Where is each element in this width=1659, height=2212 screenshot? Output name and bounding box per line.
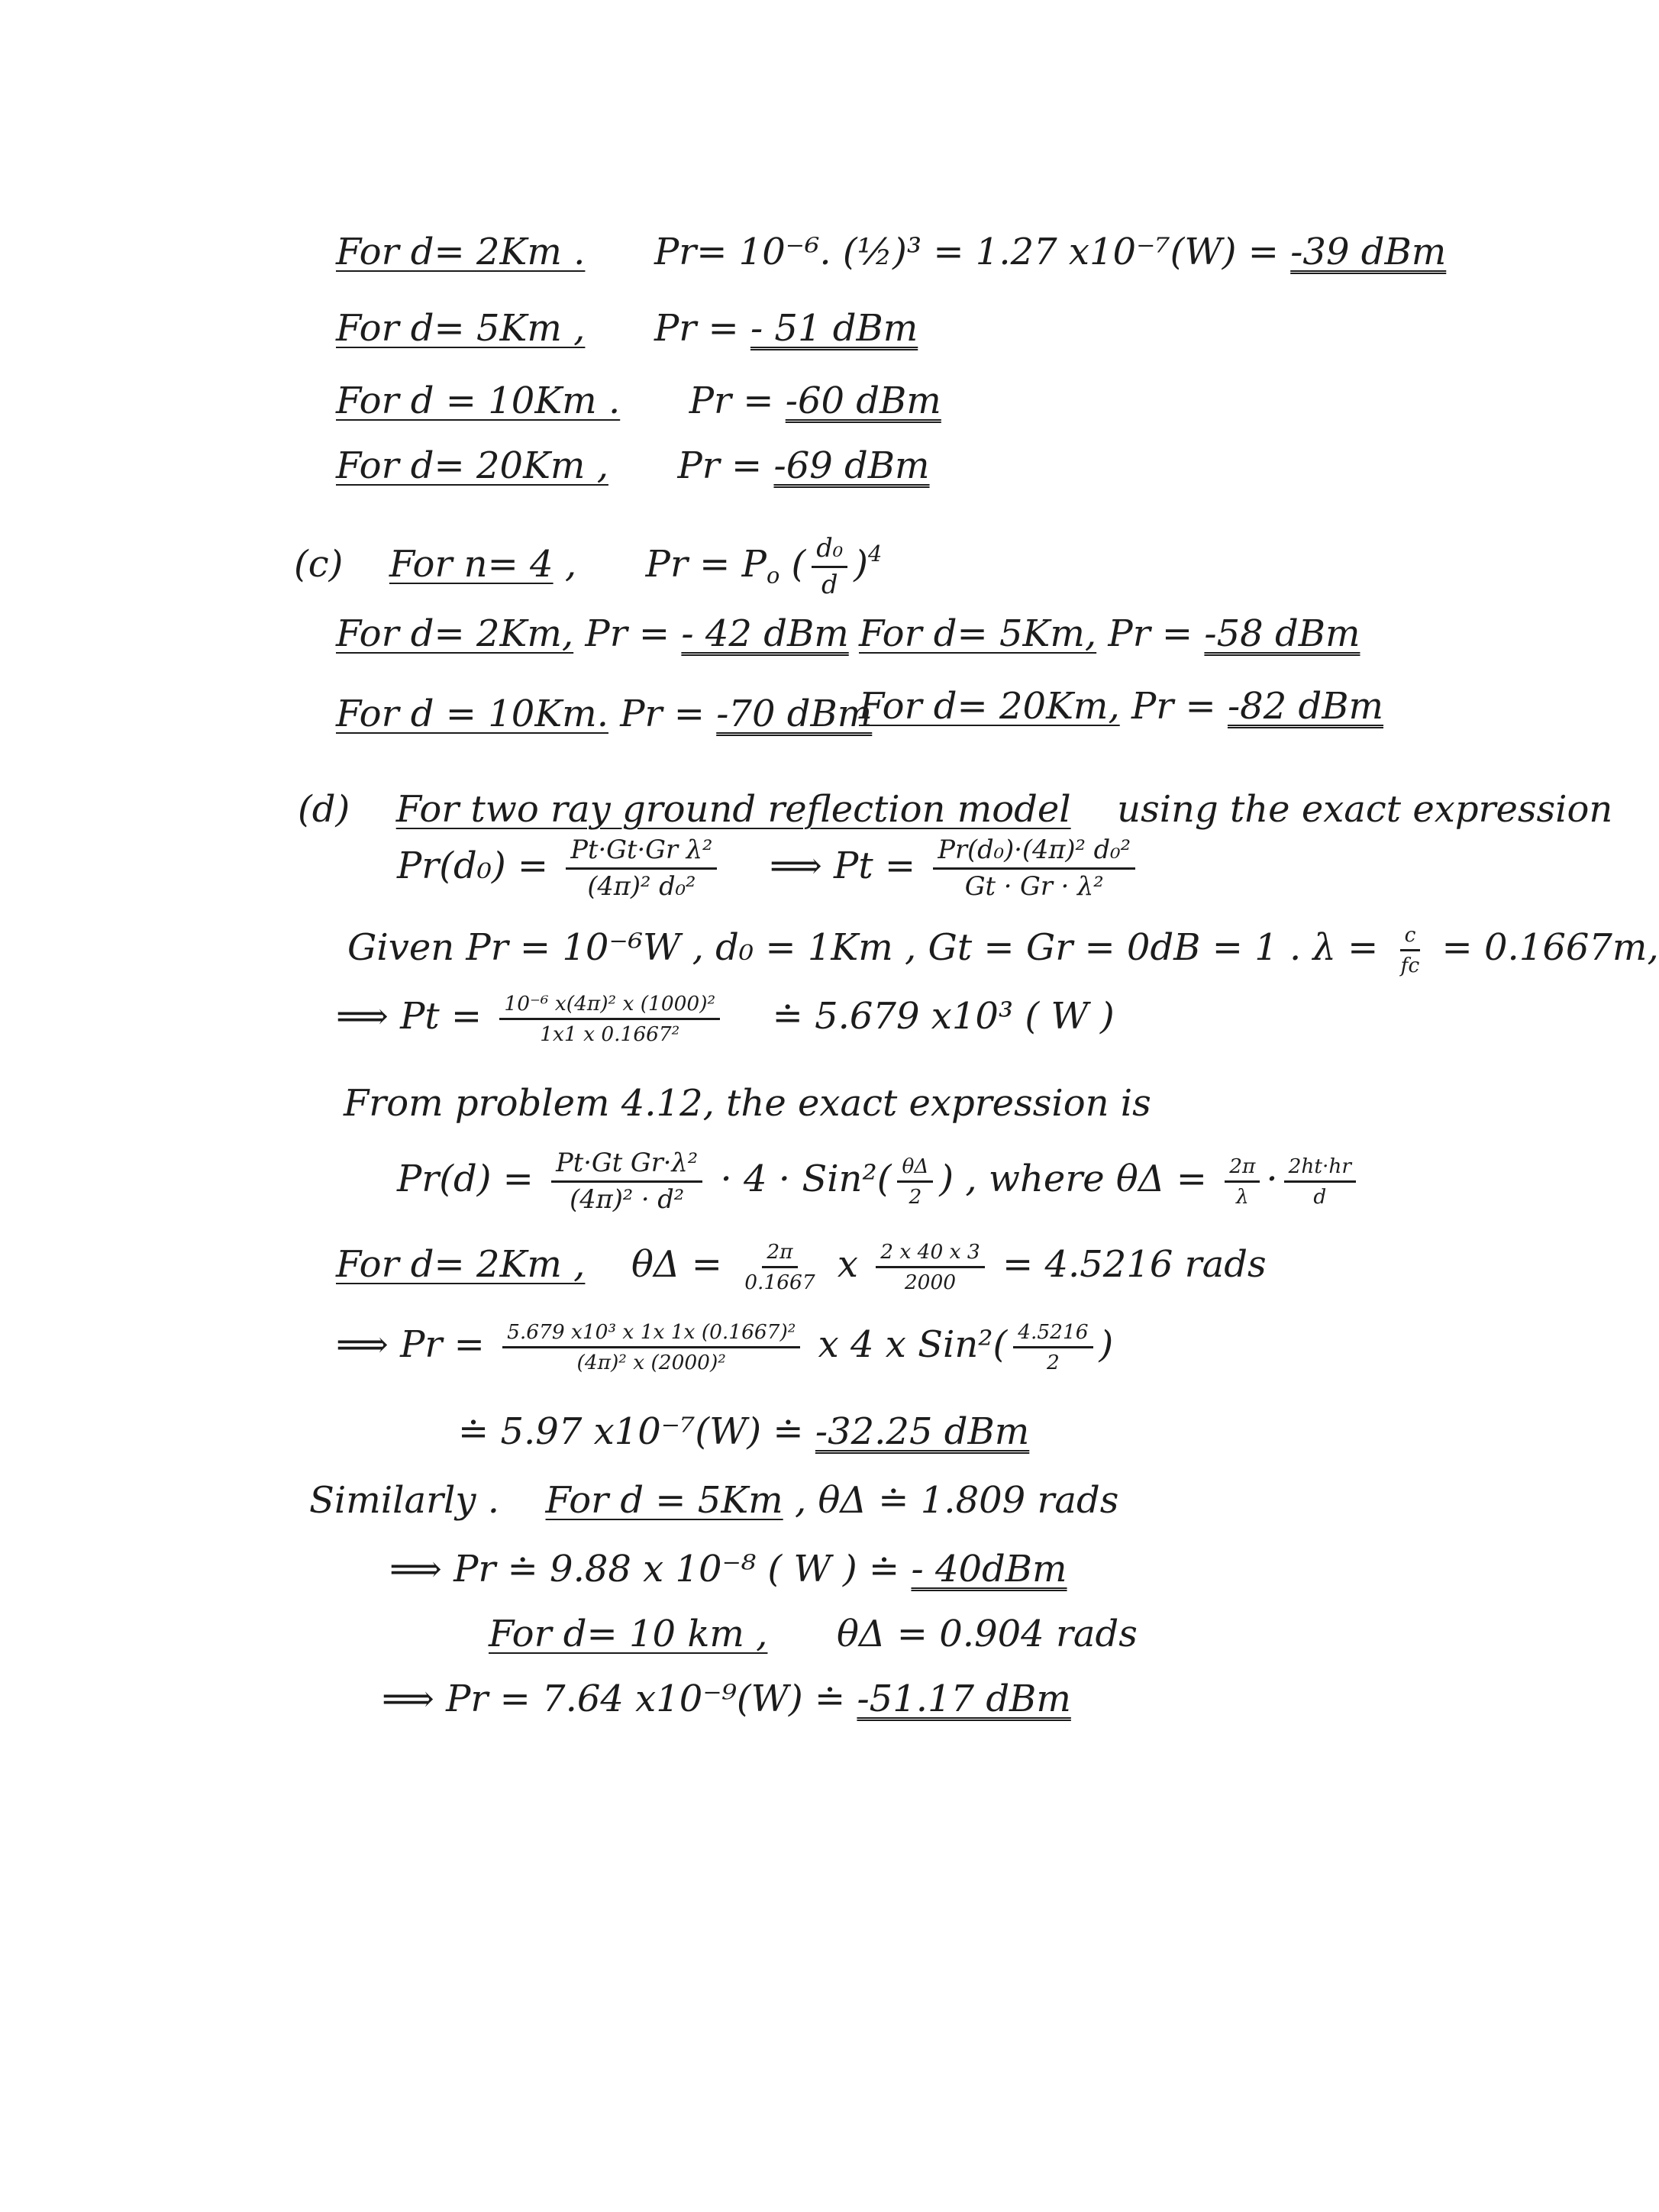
b-row-20km-label: For d= 20Km , bbox=[336, 444, 608, 487]
d-pr-lhs: ⟹ Pr = bbox=[336, 1323, 485, 1367]
d-approx-pre: ≐ 5.97 x10⁻⁷(W) ≐ bbox=[458, 1410, 804, 1453]
d-2km-theta: θΔ = bbox=[631, 1243, 722, 1287]
b-row-5km-label: For d= 5Km , bbox=[336, 307, 586, 350]
d-intro bbox=[298, 786, 1612, 832]
d-eq1-arrow: ⟹ Pt = bbox=[769, 844, 916, 887]
d-where-f1-num: 2π bbox=[1225, 1155, 1260, 1183]
d-intro-underlined: For two ray ground reflection model bbox=[395, 788, 1071, 831]
c-formula-frac bbox=[812, 534, 847, 599]
d-exact-den: (4π)² · d² bbox=[570, 1184, 685, 1214]
d-where-f2-den: d bbox=[1313, 1184, 1327, 1209]
d-where: , where θΔ = bbox=[965, 1157, 1207, 1200]
d-intro-rest: using the exact expression bbox=[1117, 788, 1613, 831]
c-row1-right-label: For d= 5Km, bbox=[859, 612, 1097, 655]
c-row2-right-label: For d= 20Km, bbox=[859, 685, 1120, 728]
c-row2-right-expr: Pr = bbox=[1131, 685, 1216, 728]
d-2km-label: For d= 2Km , bbox=[336, 1243, 586, 1287]
d-given-frac-num: c bbox=[1400, 924, 1421, 951]
d-2km-f1-den: 0.1667 bbox=[744, 1271, 815, 1295]
c-row2-right bbox=[859, 683, 1383, 729]
d-sim-label: For d = 5Km bbox=[545, 1479, 783, 1522]
c-row1-right bbox=[859, 611, 1360, 657]
d-given-text: Given Pr = 10⁻⁶W , d₀ = 1Km , Gt = Gr = 0dB = 1 . λ = bbox=[347, 926, 1379, 970]
d-where-f2-num: 2ht·hr bbox=[1284, 1155, 1356, 1183]
d-eq1-den: (4π)² d₀² bbox=[587, 870, 696, 901]
d-similarly-text: Similarly . bbox=[309, 1479, 499, 1522]
c-row2-left-label: For d = 10Km. bbox=[336, 693, 608, 735]
b-row-5km bbox=[336, 305, 918, 351]
c-row1-left-expr: Pr = bbox=[585, 612, 670, 655]
c-row2-right-result: -82 dBm bbox=[1227, 685, 1384, 728]
c-formula-num: d₀ bbox=[812, 534, 847, 568]
d-10km-pr bbox=[382, 1676, 1071, 1722]
d-pt bbox=[336, 993, 1115, 1045]
d-eq1-frac2 bbox=[933, 836, 1135, 901]
b-row-5km-result: - 51 dBm bbox=[750, 307, 918, 350]
d-10km-label: For d= 10 km , bbox=[489, 1613, 768, 1655]
d-10km-result: -51.17 dBm bbox=[857, 1678, 1071, 1720]
d-sim-result: - 40dBm bbox=[911, 1548, 1067, 1590]
b-row-10km-result: -60 dBm bbox=[785, 379, 941, 422]
d-2km-frac2 bbox=[876, 1241, 984, 1293]
d-approx-result: -32.25 dBm bbox=[815, 1410, 1030, 1453]
d-pt-den: 1x1 x 0.1667² bbox=[540, 1022, 680, 1047]
b-row-20km-expr: Pr = bbox=[677, 444, 763, 487]
d-tag: (d) bbox=[298, 788, 350, 831]
d-2km-result: = 4.5216 rads bbox=[1002, 1243, 1267, 1287]
d-eq1-num2: Pr(d₀)·(4π)² d₀² bbox=[933, 836, 1135, 870]
d-similarly bbox=[309, 1477, 1118, 1523]
d-approx bbox=[458, 1409, 1029, 1455]
c-row2-left bbox=[336, 691, 872, 737]
d-eq1 bbox=[397, 836, 1141, 901]
d-given-frac-den: fc bbox=[1400, 954, 1420, 978]
d-where-f1-den: λ bbox=[1235, 1184, 1249, 1209]
c-row1-left-result: - 42 dBm bbox=[681, 612, 849, 655]
d-eq1-num: Pt·Gt·Gr λ² bbox=[566, 836, 717, 870]
d-pr-sin-num: 4.5216 bbox=[1013, 1321, 1093, 1348]
c-formula-lhs: Pr = P bbox=[645, 542, 767, 586]
d-sim-pr bbox=[389, 1546, 1067, 1592]
b-row-2km bbox=[336, 229, 1446, 275]
d-exact bbox=[397, 1149, 1362, 1214]
d-exact-sin-den: 2 bbox=[909, 1184, 922, 1209]
c-row1-right-result: -58 dBm bbox=[1204, 612, 1360, 655]
d-given-tail: = 0.1667m, bbox=[1441, 926, 1659, 970]
d-where-dot: · bbox=[1266, 1157, 1278, 1200]
c-tag: (c) bbox=[294, 542, 344, 586]
d-pr-frac bbox=[502, 1321, 800, 1374]
d-from-problem: From problem 4.12, the exact expression is bbox=[344, 1082, 1151, 1125]
b-row-5km-expr: Pr = bbox=[654, 307, 739, 350]
b-row-10km-label: For d = 10Km . bbox=[336, 379, 621, 422]
d-where-frac2 bbox=[1284, 1155, 1356, 1208]
b-row-20km bbox=[336, 443, 930, 489]
d-10km-pr-text: ⟹ Pr = 7.64 x10⁻⁹(W) ≐ bbox=[382, 1678, 846, 1720]
c-formula-den: d bbox=[821, 569, 838, 599]
c-condition: For n= 4 bbox=[389, 542, 554, 586]
d-exact-num: Pt·Gt Gr·λ² bbox=[551, 1149, 702, 1183]
d-pt-result: ≐ 5.679 x10³ ( W ) bbox=[772, 995, 1115, 1038]
d-exact-close: ) bbox=[939, 1157, 954, 1200]
d-2km-frac1 bbox=[740, 1241, 819, 1293]
b-row-10km-expr: Pr = bbox=[689, 379, 774, 422]
c-row1-right-expr: Pr = bbox=[1108, 612, 1193, 655]
c-row2-left-result: -70 dBm bbox=[716, 693, 873, 735]
d-given bbox=[347, 924, 1659, 977]
d-exact-sin-num: θΔ bbox=[897, 1155, 933, 1183]
d-2km-f2-num: 2 x 40 x 3 bbox=[876, 1241, 984, 1268]
d-10km bbox=[489, 1611, 1138, 1657]
d-2km-f2-den: 2000 bbox=[904, 1271, 957, 1295]
d-eq1-frac bbox=[566, 836, 717, 901]
b-row-10km bbox=[336, 378, 941, 424]
d-2km bbox=[336, 1241, 1267, 1293]
d-eq1-lhs: Pr(d₀) = bbox=[397, 844, 549, 887]
d-where-frac1 bbox=[1225, 1155, 1260, 1208]
d-pr-sin-frac bbox=[1013, 1321, 1093, 1374]
d-2km-x: x bbox=[837, 1243, 858, 1287]
b-row-2km-result: -39 dBm bbox=[1290, 231, 1447, 273]
d-exact-mid: · 4 · Sin²( bbox=[720, 1157, 892, 1200]
d-pr bbox=[336, 1321, 1113, 1374]
d-pt-num: 10⁻⁶ x(4π)² x (1000)² bbox=[499, 993, 720, 1020]
c-row1-left-label: For d= 2Km, bbox=[336, 612, 574, 655]
b-row-2km-expr: Pr= 10⁻⁶. (½)³ = 1.27 x10⁻⁷(W) = bbox=[654, 231, 1279, 273]
d-eq1-den2: Gt · Gr · λ² bbox=[964, 870, 1104, 901]
d-given-frac bbox=[1396, 924, 1425, 977]
c-header: (c) For n= 4 , $Pr = P_o$ ( $\frac{\text{d₀}}{d}$ )$^4$ bbox=[294, 533, 883, 599]
c-row1-left bbox=[336, 611, 849, 657]
d-exact-lhs: Pr(d) = bbox=[397, 1157, 534, 1200]
d-pt-lhs: ⟹ Pt = bbox=[336, 995, 483, 1038]
d-exact-sin-frac bbox=[897, 1155, 933, 1208]
c-row2-left-expr: Pr = bbox=[620, 693, 705, 735]
d-10km-theta: θΔ = 0.904 rads bbox=[836, 1613, 1138, 1655]
d-pt-frac bbox=[499, 993, 720, 1045]
d-exact-frac bbox=[551, 1149, 702, 1214]
b-row-20km-result: -69 dBm bbox=[773, 444, 930, 487]
c-formula-exp: 4 bbox=[867, 540, 883, 567]
d-pr-num: 5.679 x10³ x 1x 1x (0.1667)² bbox=[502, 1321, 800, 1348]
d-pr-den: (4π)² x (2000)² bbox=[576, 1351, 726, 1375]
c-formula-sub: o bbox=[766, 562, 780, 589]
d-sim-theta: , θΔ ≐ 1.809 rads bbox=[794, 1479, 1119, 1522]
d-2km-f1-num: 2π bbox=[762, 1241, 797, 1268]
b-row-2km-label: For d= 2Km . bbox=[336, 231, 586, 273]
d-pr-sin-den: 2 bbox=[1046, 1351, 1060, 1375]
d-sim-pr-text: ⟹ Pr ≐ 9.88 x 10⁻⁸ ( W ) ≐ bbox=[389, 1548, 900, 1590]
d-pr-close: ) bbox=[1099, 1323, 1114, 1367]
d-pr-mid: x 4 x Sin²( bbox=[818, 1323, 1008, 1367]
